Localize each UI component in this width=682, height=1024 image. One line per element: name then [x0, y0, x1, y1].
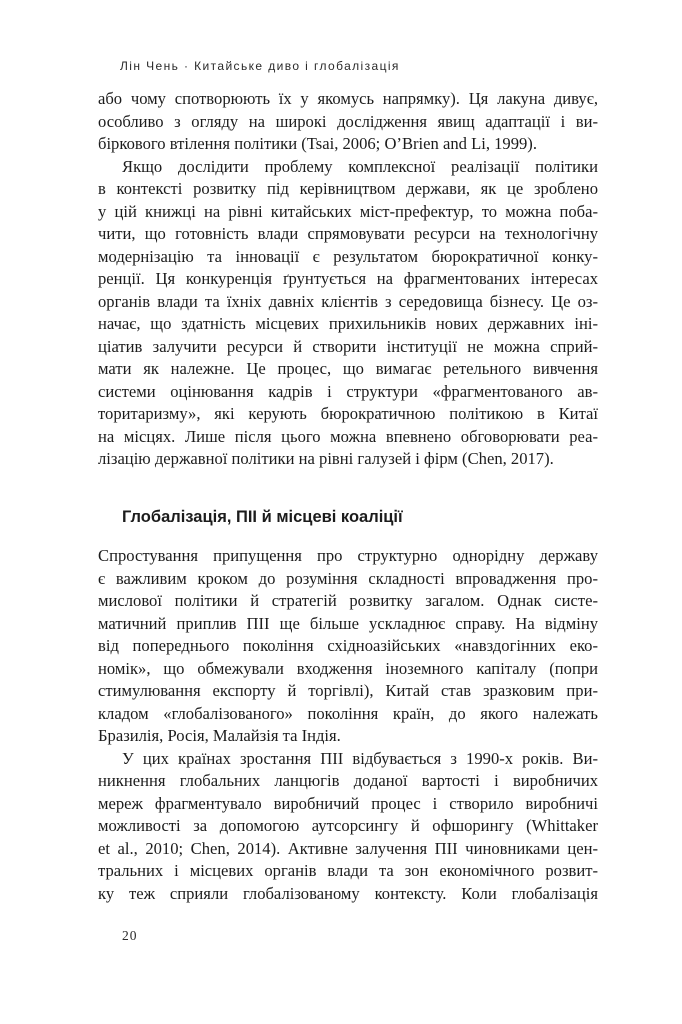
- text-line: et al., 2010; Chen, 2014). Активне залучення ПІІ чиновниками цен-: [98, 838, 598, 858]
- text-line: матичний приплив ПІІ ще більше ускладнює справу. На відміну: [98, 613, 598, 633]
- text-line: від попереднього покоління східноазійських «навздогінних еко-: [98, 636, 598, 655]
- paragraph-block-lower: [98, 545, 598, 905]
- text-line: біркового втілення політики (Tsai, 2006; O’Brien and Li, 1999).: [98, 134, 537, 153]
- text-line: мереж фрагментувало виробничий процес і створило виробничі: [98, 793, 598, 813]
- text-line: мислової політики й стратегій розвитку загалом. Однак систе-: [98, 591, 598, 610]
- text-line: є важливим кроком до розуміння складності впровадження про-: [98, 568, 598, 588]
- text-line: лізацію державної політики на рівні галузей і фірм (Chen, 2017).: [98, 449, 554, 468]
- text-line: або чому спотворюють їх у якомусь напрямку). Ця лакуна дивує,: [98, 89, 598, 108]
- text-line: чити, що готовність влади спрямовувати ресурси на технологічну: [98, 224, 598, 243]
- text-line: можливості за допомогою аутсорсингу й офшорингу (Whittaker: [98, 816, 598, 835]
- text-line: ренції. Ця конкуренція ґрунтується на фрагментованих інтересах: [98, 269, 598, 288]
- text-line: кладом «глобалізованого» покоління країн, до якого належать: [98, 703, 598, 723]
- text-line: особливо з огляду на широкі дослідження явищ адаптації і ви-: [98, 111, 598, 131]
- text-line: органів влади та їхніх давніх клієнтів з середовища бізнесу. Це оз-: [98, 291, 598, 311]
- paragraph-block-upper: [98, 88, 598, 471]
- text-line: начає, що здатність місцевих прихильників нових державних іні-: [98, 314, 598, 333]
- text-line: в контексті розвитку під керівництвом держави, як це зроблено: [98, 179, 598, 198]
- text-line: мати як належне. Це процес, що вимагає ретельного вивчення: [98, 359, 598, 378]
- text-line: стимулювання експорту й торгівлі), Китай став зразковим при-: [98, 681, 598, 700]
- text-line: торитаризму», які керують бюрократичною політикою в Китаї: [98, 404, 598, 423]
- text-line: Бразилія, Росія, Малайзія та Індія.: [98, 726, 341, 745]
- text-line: системи оцінювання кадрів і структури «фрагментованого ав-: [98, 381, 598, 401]
- text-line: модернізацію та інновації є результатом бюрократичної конку-: [98, 246, 598, 266]
- text-line: Якщо дослідити проблему комплексної реалізації політики: [122, 156, 598, 176]
- section-heading: Глобалізація, ПІІ й місцеві коаліції: [122, 508, 403, 526]
- text-line: Спростування припущення про структурно однорідну державу: [98, 546, 598, 565]
- text-line: номік», що обмежували входження іноземного капіталу (попри: [98, 658, 598, 678]
- running-head: Лін Чень · Китайське диво і глобалізація: [120, 59, 400, 73]
- text-line: у цій книжці на рівні китайських міст-префектур, то можна поба-: [98, 201, 598, 221]
- text-line: тральних і місцевих органів влади та зон економічного розвит-: [98, 861, 598, 880]
- page-number: 20: [122, 928, 138, 943]
- text-line: ку теж сприяли глобалізованому контексту. Коли глобалізація: [98, 883, 598, 903]
- text-line: ціатив залучити ресурси й створити інституції не можна сприй-: [98, 336, 598, 356]
- text-line: на місцях. Лише після цього можна впевнено обговорювати реа-: [98, 426, 598, 446]
- text-line: У цих країнах зростання ПІІ відбувається з 1990-х років. Ви-: [122, 748, 598, 768]
- text-line: никнення глобальних ланцюгів доданої вартості і виробничих: [98, 771, 598, 790]
